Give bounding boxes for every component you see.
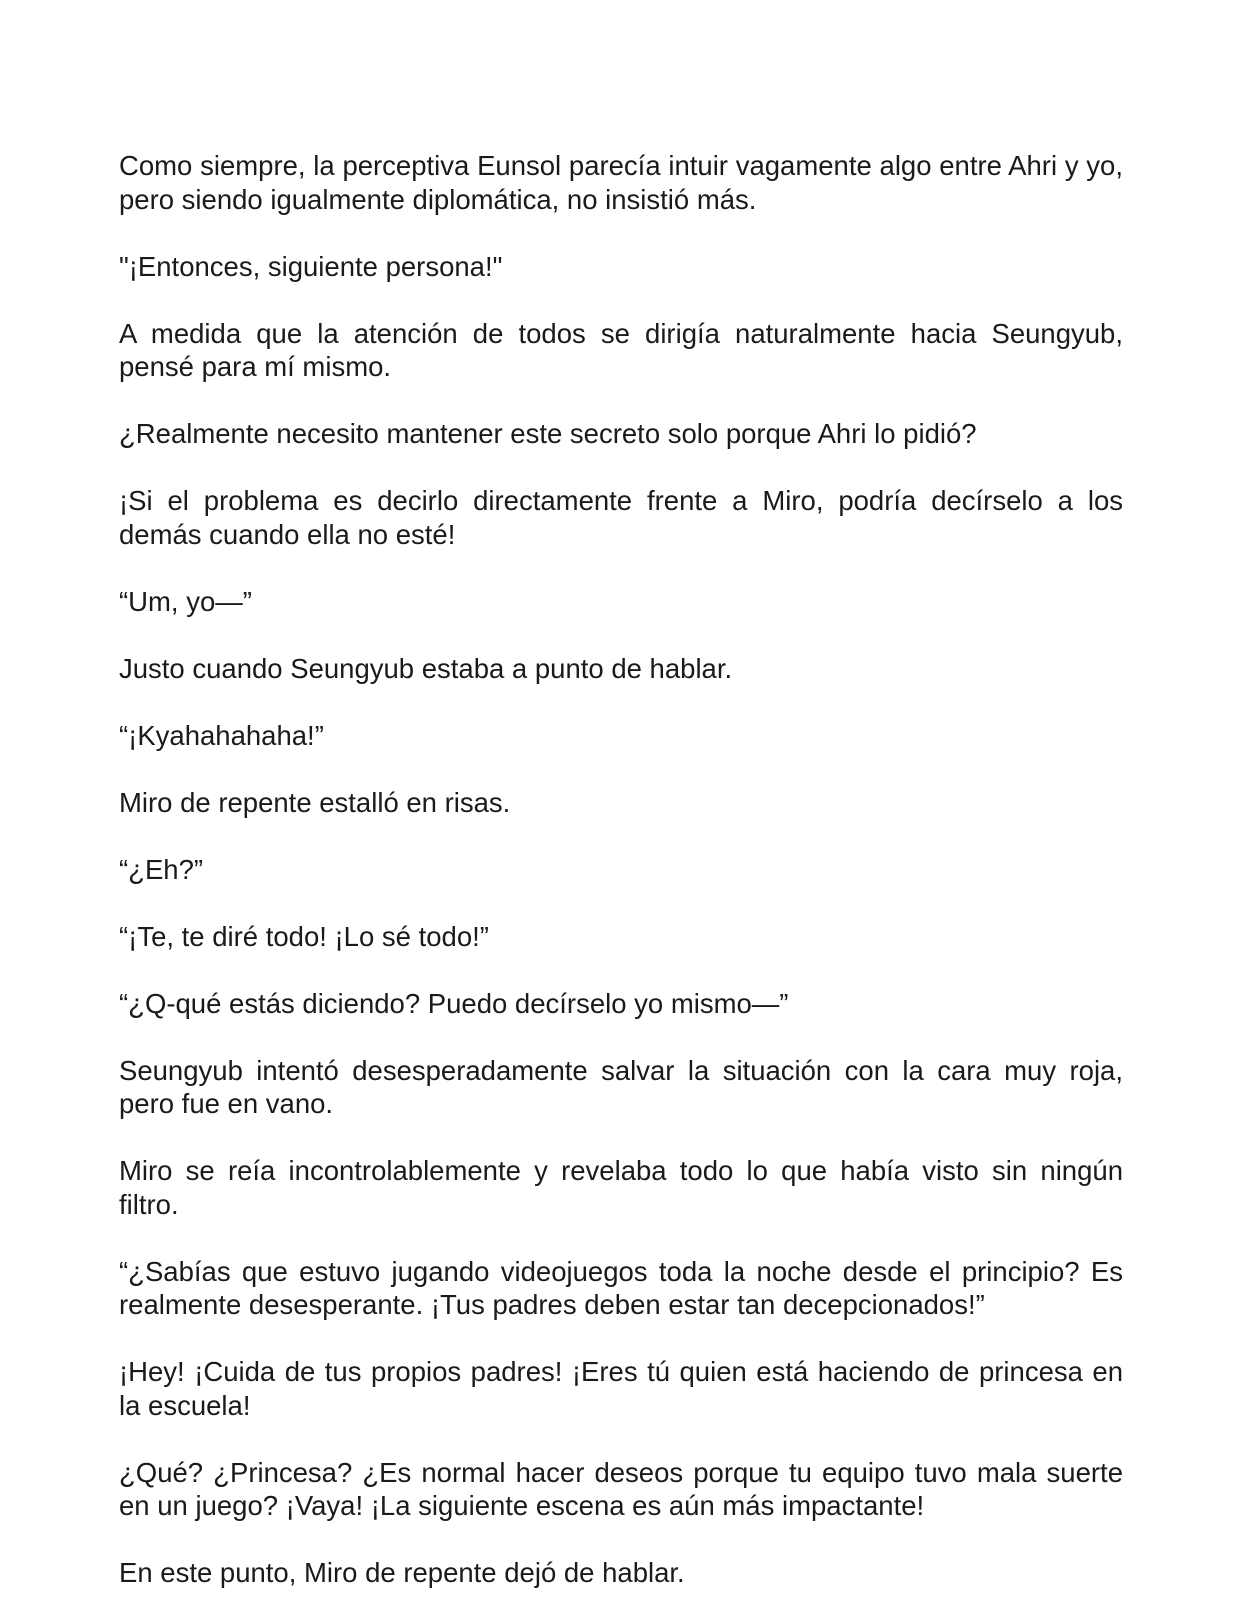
paragraph-11: “¡Te, te diré todo! ¡Lo sé todo!” xyxy=(119,920,489,952)
paragraph-2: "¡Entonces, siguiente persona!" xyxy=(119,250,503,282)
paragraph-4: ¿Realmente necesito mantener este secreto solo porque Ahri lo pidió? xyxy=(119,418,977,449)
paragraph-12: “¿Q-qué estás diciendo? Puedo decírselo yo mismo—” xyxy=(119,987,789,1019)
paragraph-9: Miro de repente estalló en risas. xyxy=(119,786,511,818)
paragraph-13: Seungyub intentó desesperadamente salvar la situación con la cara muy roja, pero fue en vano. xyxy=(119,1054,1123,1119)
paragraph-5: ¡Si el problema es decirlo directamente frente a Miro, podría decírselo a los demás cuando ella no esté! xyxy=(119,485,1123,550)
paragraph-8: “¡Kyahahahaha!” xyxy=(119,719,324,751)
paragraph-17: ¿Qué? ¿Princesa? ¿Es normal hacer deseos porque tu equipo tuvo mala suerte en un juego? ¡Vaya! ¡La siguiente escena es aún más impactante! xyxy=(119,1456,1123,1521)
paragraph-10: “¿Eh?” xyxy=(119,853,204,885)
paragraph-3: A medida que la atención de todos se dirigía naturalmente hacia Seungyub, pensé para mí mismo. xyxy=(119,317,1123,382)
paragraph-6: “Um, yo—” xyxy=(119,585,252,617)
paragraph-1: Como siempre, la perceptiva Eunsol parecía intuir vagamente algo entre Ahri y yo, pero siendo igualmente diplomática, no insistió más. xyxy=(119,150,1123,215)
paragraph-18: En este punto, Miro de repente dejó de hablar. xyxy=(119,1557,685,1588)
paragraph-15: “¿Sabías que estuvo jugando videojuegos toda la noche desde el principio? Es realmente desesperante. ¡Tus padres deben estar tan decepcionados!” xyxy=(119,1255,1123,1320)
paragraph-16: ¡Hey! ¡Cuida de tus propios padres! ¡Eres tú quien está haciendo de princesa en la escuela! xyxy=(119,1356,1123,1421)
paragraph-7: Justo cuando Seungyub estaba a punto de hablar. xyxy=(119,652,733,684)
paragraph-14: Miro se reía incontrolablemente y revelaba todo lo que había visto sin ningún filtro. xyxy=(119,1155,1123,1220)
document-body xyxy=(119,149,1123,1623)
